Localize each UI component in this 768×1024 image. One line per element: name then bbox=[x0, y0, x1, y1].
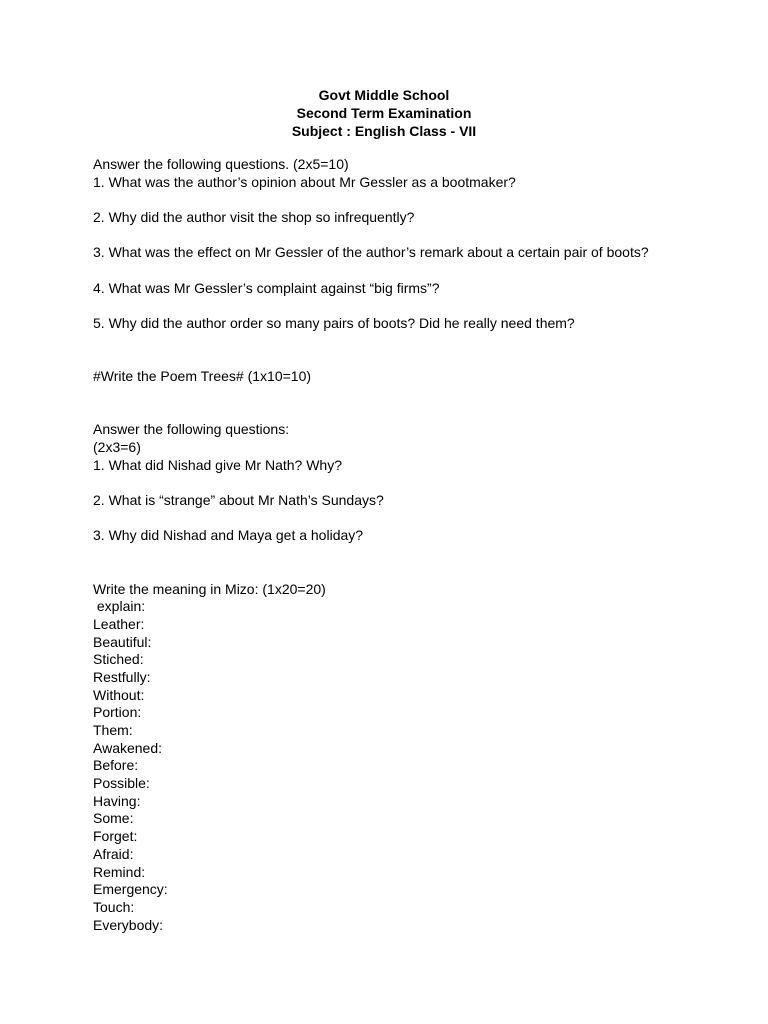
vocab-item: Restfully: bbox=[93, 668, 151, 685]
question: 1. What did Nishad give Mr Nath? Why? bbox=[93, 456, 342, 473]
question: 2. Why did the author visit the shop so infrequently? bbox=[93, 209, 415, 226]
question: 3. Why did Nishad and Maya get a holiday? bbox=[93, 527, 364, 544]
vocab-item: Them: bbox=[93, 722, 133, 739]
subject-line: Subject : English Class - VII bbox=[291, 123, 477, 139]
exam-header bbox=[93, 86, 675, 140]
question: 1. What was the author’s opinion about Mr Gessler as a bootmaker? bbox=[93, 173, 516, 190]
vocab-item: Possible: bbox=[93, 775, 150, 792]
section-intro: Answer the following questions: bbox=[93, 421, 290, 438]
vocab-item: Having: bbox=[93, 792, 141, 809]
poem-instruction: #Write the Poem Trees# (1x10=10) bbox=[93, 368, 312, 385]
section-intro: Answer the following questions. (2x5=10) bbox=[93, 156, 349, 172]
vocab-item: Touch: bbox=[93, 898, 135, 915]
vocab-item: Everybody: bbox=[93, 916, 164, 933]
section-comprehension-1 bbox=[93, 156, 693, 333]
vocab-item: Remind: bbox=[93, 863, 146, 880]
exam-name: Second Term Examination bbox=[296, 105, 472, 121]
section-vocabulary bbox=[93, 581, 693, 935]
vocab-item: Emergency: bbox=[93, 881, 168, 898]
exam-page bbox=[93, 86, 693, 934]
vocab-item: explain: bbox=[93, 598, 146, 615]
vocab-item: Awakened: bbox=[93, 739, 163, 756]
section-intro: Write the meaning in Mizo: (1x20=20) bbox=[93, 580, 326, 597]
question: 3. What was the effect on Mr Gessler of the author’s remark about a certain pair of boots? bbox=[93, 244, 649, 261]
vocab-item: Some: bbox=[93, 810, 134, 827]
vocab-item: Stiched: bbox=[93, 651, 144, 668]
vocab-item: Afraid: bbox=[93, 845, 134, 862]
section-marks: (2x3=6) bbox=[93, 439, 141, 456]
school-name: Govt Middle School bbox=[318, 87, 450, 103]
question: 4. What was Mr Gessler’s complaint against “big firms”? bbox=[93, 279, 440, 296]
vocab-item: Leather: bbox=[93, 615, 145, 632]
question: 5. Why did the author order so many pairs of boots? Did he really need them? bbox=[93, 315, 575, 332]
vocab-item: Before: bbox=[93, 757, 139, 774]
vocab-item: Beautiful: bbox=[93, 633, 152, 650]
vocab-item: Portion: bbox=[93, 704, 142, 721]
vocab-item: Forget: bbox=[93, 828, 138, 845]
vocab-item: Without: bbox=[93, 686, 145, 703]
section-poem bbox=[93, 368, 693, 386]
section-comprehension-2 bbox=[93, 421, 693, 545]
question: 2. What is “strange” about Mr Nath’s Sundays? bbox=[93, 492, 384, 509]
